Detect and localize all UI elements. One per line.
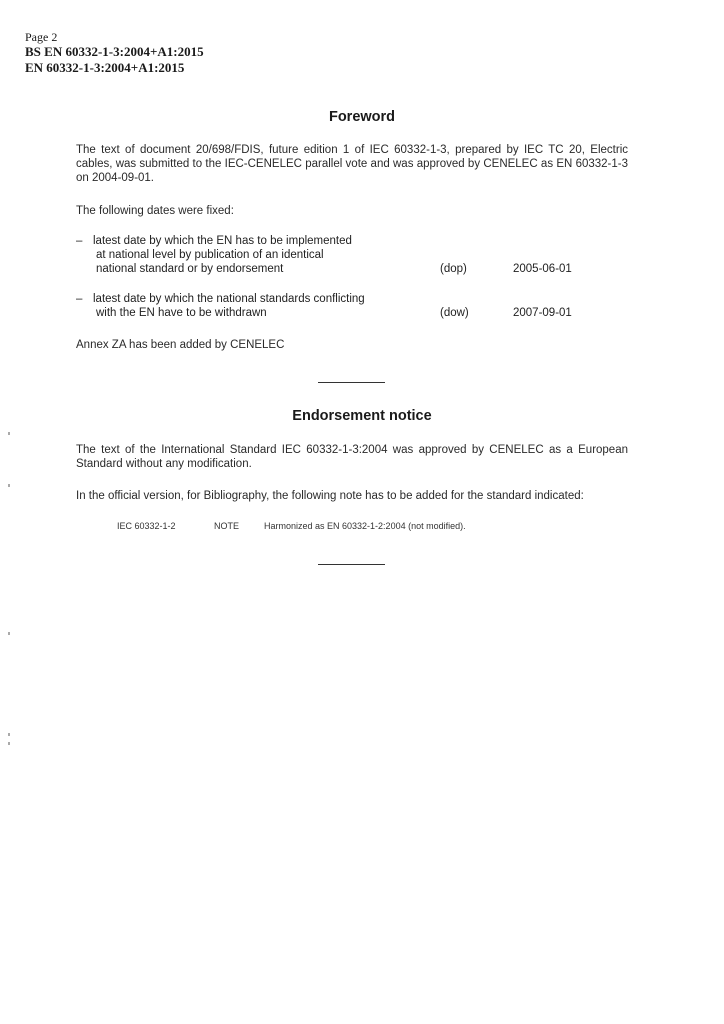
date-value: 2005-06-01 — [513, 263, 572, 275]
standard-id-en: EN 60332-1-3:2004+A1:2015 — [25, 60, 185, 75]
list-item-line: at national level by publication of an identical — [96, 249, 324, 261]
foreword-paragraph: The text of document 20/698/FDIS, future edition 1 of IEC 60332-1-3, prepared by IEC TC 20, Electric cables, was submitted to the IEC-CENELEC parallel vote and was approved by CENELEC as EN 60332-1-3 on 2004-09-01. — [76, 144, 628, 184]
list-item-line: with the EN have to be withdrawn — [96, 307, 267, 319]
scan-mark — [8, 484, 10, 487]
list-item-line: latest date by which the EN has to be implemented — [93, 235, 352, 247]
dates-intro: The following dates were fixed: — [76, 205, 234, 217]
section-divider — [318, 382, 385, 383]
note-label: NOTE — [214, 521, 240, 531]
list-item-text — [93, 234, 423, 276]
endorsement-title: Endorsement notice — [292, 408, 432, 424]
bibliography-intro: In the official version, for Bibliography, the following note has to be added for the standard indicated: — [76, 490, 584, 502]
date-code: (dop) — [440, 263, 467, 275]
list-item-line: latest date by which the national standards conflicting — [93, 293, 365, 305]
foreword-title: Foreword — [328, 109, 396, 125]
list-item-text — [93, 292, 423, 320]
note-ref: IEC 60332-1-2 — [117, 521, 176, 531]
scan-mark — [8, 733, 10, 736]
annex-note: Annex ZA has been added by CENELEC — [76, 339, 285, 351]
scan-mark — [8, 432, 10, 435]
list-item-line: national standard or by endorsement — [96, 263, 284, 275]
date-code: (dow) — [440, 307, 469, 319]
date-value: 2007-09-01 — [513, 307, 572, 319]
page-header — [25, 30, 204, 76]
list-dash: – — [76, 235, 83, 247]
list-dash: – — [76, 293, 83, 305]
scan-mark — [8, 742, 10, 745]
end-divider — [318, 564, 385, 565]
page-number: Page 2 — [25, 30, 58, 44]
endorsement-paragraph: The text of the International Standard IEC 60332-1-3:2004 was approved by CENELEC as a European Standard without any modification. — [76, 444, 628, 470]
note-text: Harmonized as EN 60332-1-2:2004 (not modified). — [264, 521, 466, 531]
standard-id-bs: BS EN 60332-1-3:2004+A1:2015 — [25, 44, 204, 59]
scan-mark — [8, 632, 10, 635]
